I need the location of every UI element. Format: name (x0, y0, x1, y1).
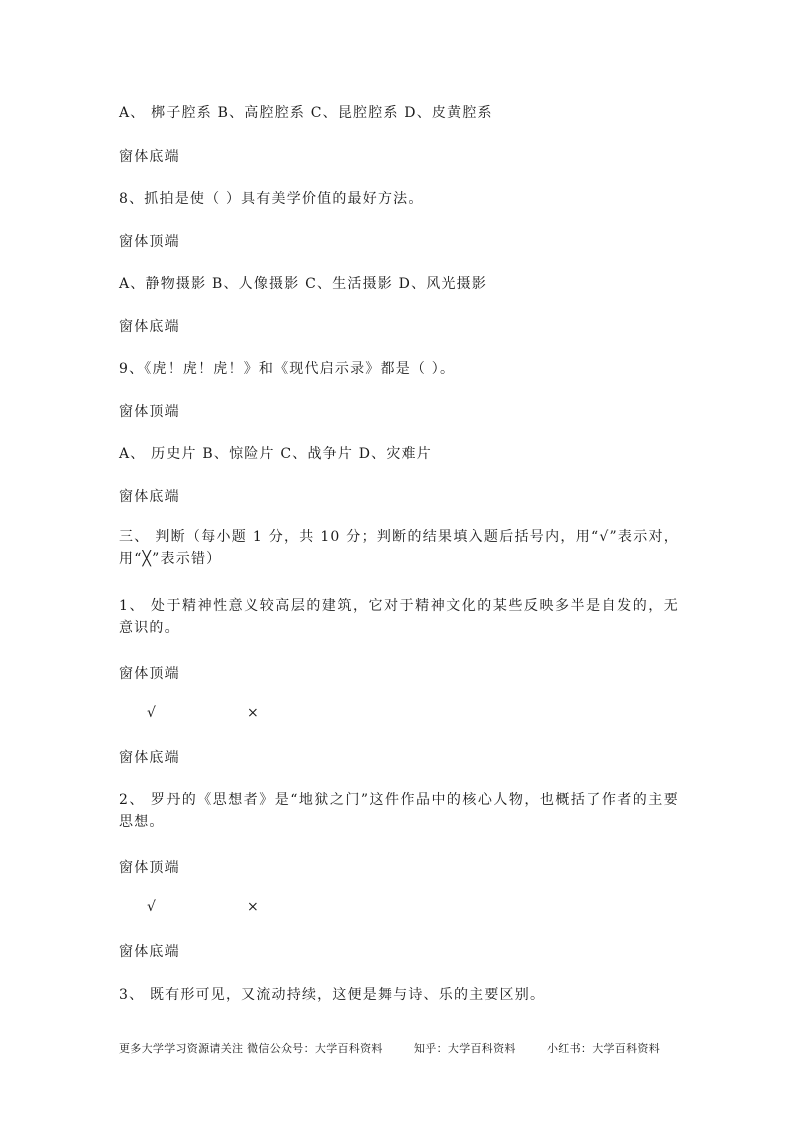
form-bottom-label: 窗体底端 (119, 489, 180, 505)
options-q9: A、 历史片 B、惊险片 C、战争片 D、灾难片 (119, 446, 432, 462)
form-top-label: 窗体顶端 (119, 860, 180, 876)
footer-zhihu: 知乎：大学百科资料 (414, 1042, 516, 1055)
judgement-question-2: 2、 罗丹的《思想者》是“地狱之门”这件作品中的核心人物，也概括了作者的主要思想。 (119, 792, 679, 830)
judgement-question-1: 1、 处于精神性意义较高层的建筑，它对于精神文化的某些反映多半是自发的，无意识的。 (119, 598, 679, 636)
form-bottom-label: 窗体底端 (119, 319, 180, 335)
form-top-label: 窗体顶端 (119, 234, 180, 250)
form-top-label: 窗体顶端 (119, 404, 180, 420)
form-top-label: 窗体顶端 (119, 666, 180, 682)
question-8: 8、抓拍是使（ ）具有美学价值的最好方法。 (119, 191, 424, 207)
true-option[interactable]: √ (147, 705, 156, 721)
line-options-q7: A、 梆子腔系 B、高腔腔系 C、昆腔腔系 D、皮黄腔系 (119, 105, 493, 121)
form-bottom-label: 窗体底端 (119, 750, 180, 766)
judgement-question-3: 3、 既有形可见，又流动持续，这便是舞与诗、乐的主要区别。 (119, 987, 546, 1003)
false-option[interactable]: × (247, 899, 259, 915)
form-bottom-label: 窗体底端 (119, 149, 180, 165)
form-bottom-label: 窗体底端 (119, 944, 180, 960)
options-q8: A、静物摄影 B、人像摄影 C、生活摄影 D、风光摄影 (119, 276, 488, 292)
true-option[interactable]: √ (147, 899, 156, 915)
section-heading-judgement: 三、 判断（每小题 1 分，共 10 分；判断的结果填入题后括号内，用“√”表示对，用“╳”表示错） (119, 529, 679, 567)
footer-xiaohongshu: 小红书：大学百科资料 (547, 1042, 660, 1055)
false-option[interactable]: × (247, 705, 259, 721)
question-9: 9、《虎！虎！虎！》和《现代启示录》都是（ ）。 (119, 361, 456, 377)
footer-wechat: 更多大学学习资源请关注 微信公众号：大学百科资料 (119, 1042, 383, 1055)
